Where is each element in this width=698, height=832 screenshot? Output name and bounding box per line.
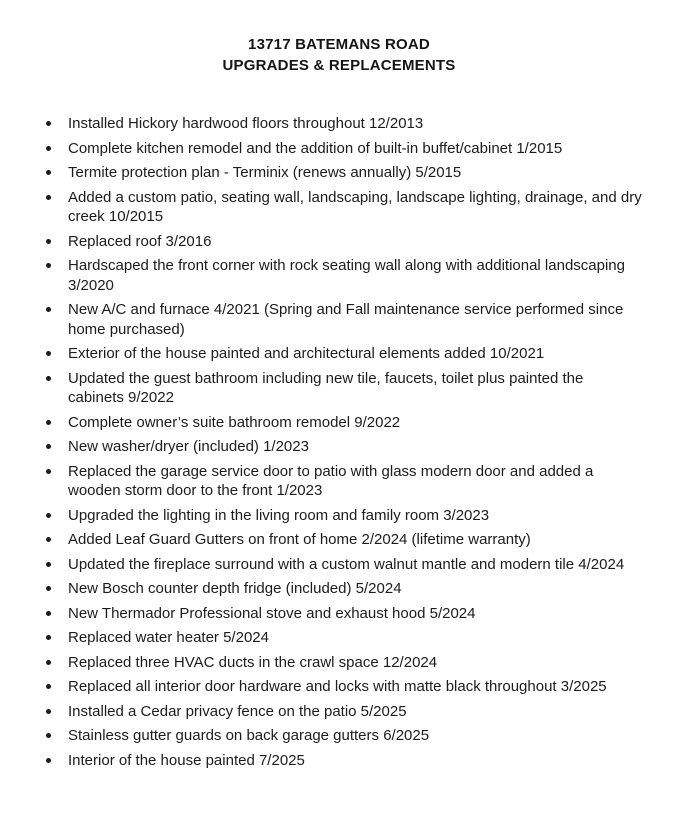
list-item-text: Updated the fireplace surround with a custom walnut mantle and modern tile 4/2024 <box>68 555 625 573</box>
bullet-icon <box>46 709 51 714</box>
list-item <box>0 437 643 457</box>
list-item-text: Installed Hickory hardwood floors throughout 12/2013 <box>68 115 424 132</box>
list-item <box>0 369 643 408</box>
list-item <box>0 726 643 746</box>
bullet-icon <box>46 611 51 616</box>
list-item <box>0 555 643 575</box>
list-item <box>0 256 643 295</box>
list-item-text: Added Leaf Guard Gutters on front of home 2/2024 (lifetime warranty) <box>68 531 531 548</box>
list-item-text: Stainless gutter guards on back garage gutters 6/2025 <box>68 727 430 744</box>
list-item <box>0 413 643 433</box>
bullet-icon <box>46 376 51 381</box>
list-item <box>0 751 643 771</box>
list-item-text: Updated the guest bathroom including new tile, faucets, toilet plus painted the cabinets 9/2022 <box>68 369 584 406</box>
bullet-icon <box>46 684 51 689</box>
list-item <box>0 604 643 624</box>
list-item-text: Upgraded the lighting in the living room and family room 3/2023 <box>68 506 490 524</box>
list-item-text: Complete kitchen remodel and the addition of built-in buffet/cabinet 1/2015 <box>68 139 563 157</box>
list-item-text: New A/C and furnace 4/2021 (Spring and Fall maintenance service performed since home purchased) <box>68 301 624 338</box>
list-item <box>0 628 643 648</box>
list-item-text: Complete owner’s suite bathroom remodel 9/2022 <box>68 413 401 431</box>
bullet-icon <box>46 635 51 640</box>
bullet-icon <box>46 351 51 356</box>
list-item <box>0 232 643 252</box>
list-item <box>0 530 643 550</box>
bullet-icon <box>46 758 51 763</box>
list-item-text: Exterior of the house painted and architectural elements added 10/2021 <box>68 345 545 362</box>
bullet-icon <box>46 170 51 175</box>
bullet-icon <box>46 146 51 151</box>
document-header <box>0 34 678 76</box>
list-item-text: Termite protection plan - Terminix (renews annually) 5/2015 <box>68 164 462 181</box>
document-title-line1: 13717 BATEMANS ROAD <box>248 36 430 53</box>
list-item <box>0 506 643 526</box>
list-item-text: Installed a Cedar privacy fence on the patio 5/2025 <box>68 702 407 720</box>
list-item-text: Replaced three HVAC ducts in the crawl space 12/2024 <box>68 653 438 671</box>
list-item-text: Replaced the garage service door to patio with glass modern door and added a wooden storm door to the front 1/2023 <box>68 462 594 499</box>
list-item-text: New washer/dryer (included) 1/2023 <box>68 438 309 455</box>
bullet-icon <box>46 537 51 542</box>
bullet-icon <box>46 562 51 567</box>
bullet-icon <box>46 733 51 738</box>
list-item-text: Replaced water heater 5/2024 <box>68 629 269 646</box>
list-item <box>0 653 643 673</box>
list-item <box>0 300 643 339</box>
bullet-icon <box>46 121 51 126</box>
bullet-icon <box>46 586 51 591</box>
list-item-text: Hardscaped the front corner with rock seating wall along with additional landscaping 3/2020 <box>68 257 625 294</box>
bullet-icon <box>46 444 51 449</box>
bullet-icon <box>46 195 51 200</box>
list-item <box>0 677 643 697</box>
list-item <box>0 462 643 501</box>
list-item-text: New Bosch counter depth fridge (included) 5/2024 <box>68 580 402 597</box>
list-item-text: Replaced roof 3/2016 <box>68 232 212 250</box>
bullet-icon <box>46 263 51 268</box>
bullet-icon <box>46 513 51 518</box>
list-item-text: Replaced all interior door hardware and locks with matte black throughout 3/2025 <box>68 678 607 695</box>
list-item <box>0 344 643 364</box>
list-item <box>0 139 643 159</box>
list-item <box>0 188 643 227</box>
list-item <box>0 702 643 722</box>
list-item-text: Added a custom patio, seating wall, landscaping, landscape lighting, drainage, and dry creek 10/2015 <box>68 188 642 225</box>
list-item <box>0 163 643 183</box>
bullet-icon <box>46 469 51 474</box>
bullet-icon <box>46 660 51 665</box>
bullet-icon <box>46 307 51 312</box>
list-item <box>0 114 643 134</box>
bullet-icon <box>46 420 51 425</box>
document-title-line2: UPGRADES & REPLACEMENTS <box>222 57 456 74</box>
list-item-text: Interior of the house painted 7/2025 <box>68 751 305 769</box>
bullet-icon <box>46 239 51 244</box>
list-item <box>0 579 643 599</box>
upgrades-list <box>0 114 698 770</box>
list-item-text: New Thermador Professional stove and exhaust hood 5/2024 <box>68 604 476 622</box>
